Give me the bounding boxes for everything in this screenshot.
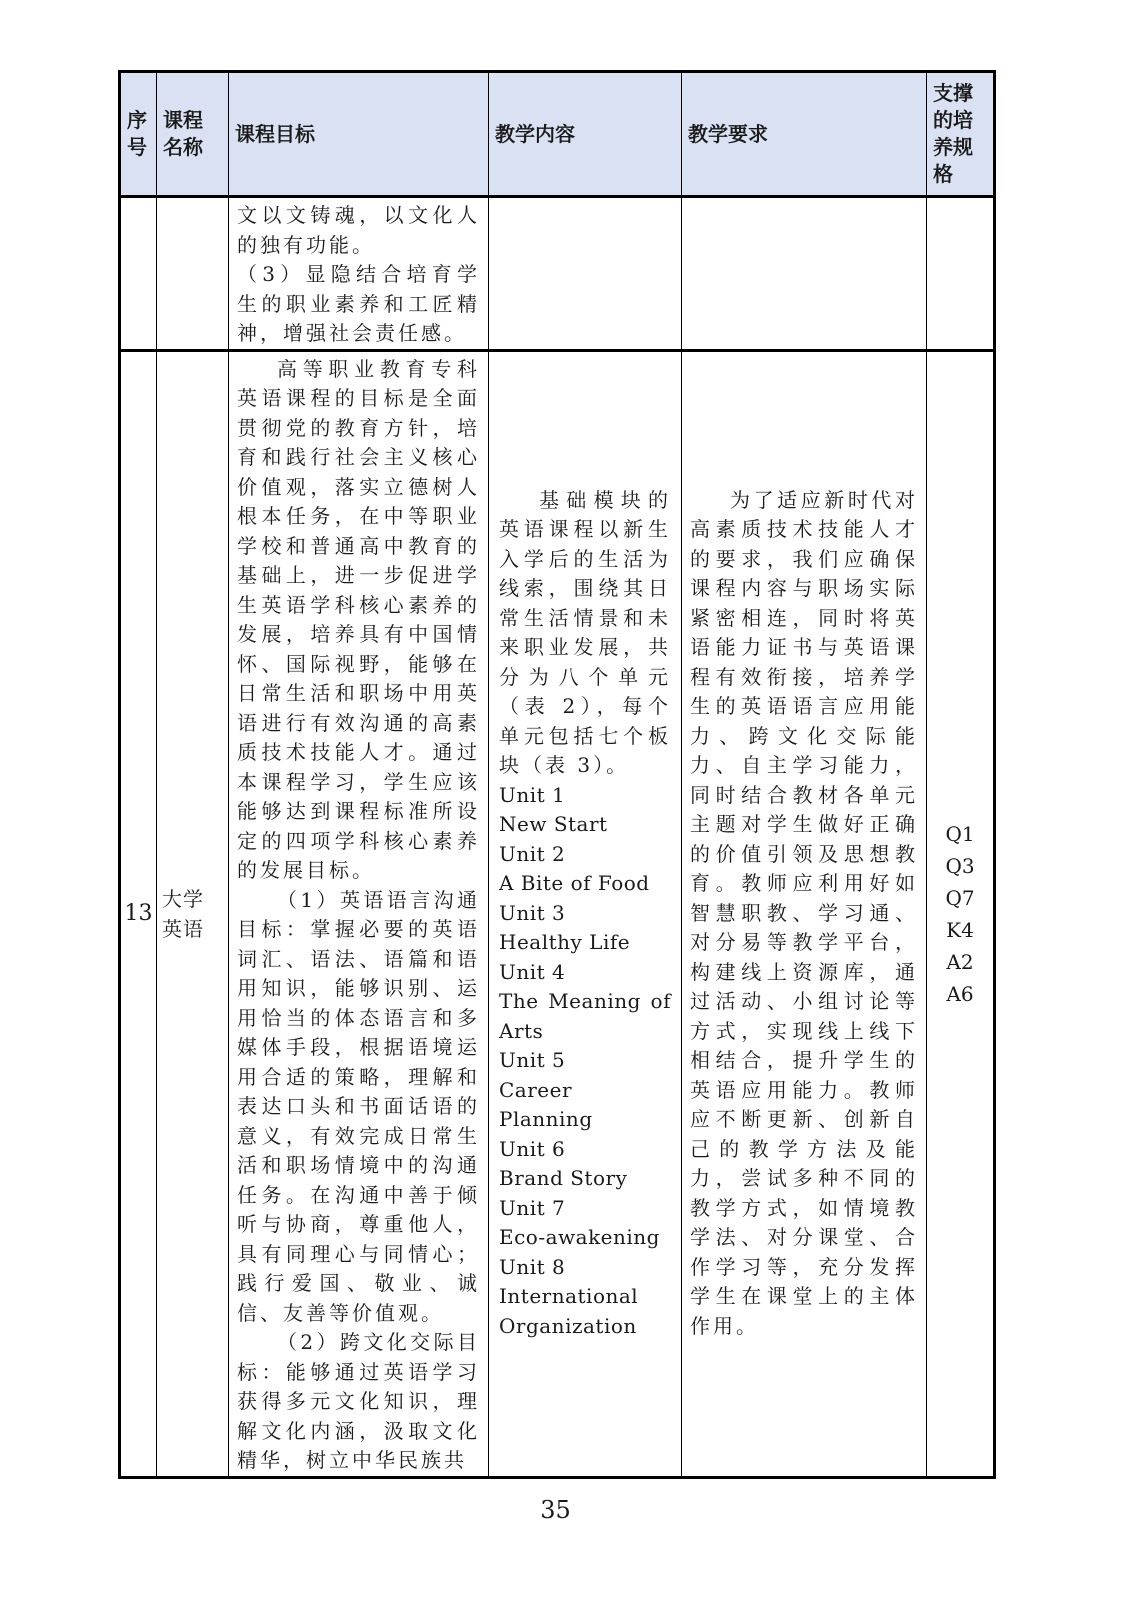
header-cell-content: 教学内容 <box>489 72 682 197</box>
unit-item: New Start <box>499 812 608 837</box>
unit-item: Unit 1 <box>499 782 566 807</box>
carryover-cell-course <box>157 197 229 351</box>
unit-item: Career Planning <box>499 1077 593 1132</box>
spec-item: Q1 <box>945 821 975 846</box>
objectives-paragraph: （3）显隐结合培育学生的职业素养和工匠精神，增强社会责任感。 <box>237 262 480 345</box>
unit-item: Brand Story <box>499 1166 628 1191</box>
table-header-row <box>120 72 995 197</box>
unit-item: Unit 6 <box>499 1136 566 1161</box>
unit-item: Unit 5 <box>499 1048 566 1073</box>
header-cell-objectives: 课程目标 <box>229 72 489 197</box>
spec-item: Q7 <box>945 885 975 910</box>
specs-list <box>927 818 993 1010</box>
header-cell-requirements: 教学要求 <box>682 72 927 197</box>
unit-item: Unit 4 <box>499 959 566 984</box>
unit-item: Unit 7 <box>499 1195 566 1220</box>
carryover-cell-no <box>120 197 157 351</box>
objectives-paragraph: （1）英语语言沟通目标：掌握必要的英语词汇、语法、语篇和语用知识，能够识别、运用恰当的体态语言和多媒体手段，根据语境运用合适的策略，理解和表达口头和书面话语的意义，有效完成日常生活和职场情境中的沟通任务。在沟通中善于倾听与协商，尊重他人，具有同理心与同情心；践行爱国、敬业、诚信、友善等价值观。 <box>237 887 480 1325</box>
curriculum-table <box>118 70 996 1479</box>
objectives-paragraph: （2）跨文化交际目标：能够通过英语学习获得多元文化知识，理解文化内涵，汲取文化精华，树立中华民族共 <box>237 1330 480 1472</box>
unit-item: A Bite of Food <box>499 871 650 896</box>
unit-item: International Organization <box>499 1284 639 1338</box>
carryover-cell-content <box>489 197 682 351</box>
objectives-paragraph: 高等职业教育专科英语课程的目标是全面贯彻党的教育方针，培育和践行社会主义核心价值观，落实立德树人根本任务，在中等职业学校和普通高中教育的基础上，进一步促进学生英语学科核心素养的发展，培养具有中国情怀、国际视野，能够在日常生活和职场中用英语进行有效沟通的高素质技术技能人才。通过本课程学习，学生应该能够达到课程标准所设定的四项学科核心素养的发展目标。 <box>237 356 480 882</box>
row13-cell-requirements <box>682 350 927 1477</box>
unit-item: Unit 3 <box>499 900 566 925</box>
row-13 <box>120 350 995 1477</box>
spec-item: K4 <box>946 917 974 942</box>
carryover-cell-requirements <box>682 197 927 351</box>
unit-item: Unit 8 <box>499 1254 566 1279</box>
unit-item: Healthy Life <box>499 930 631 955</box>
objectives-paragraph: 文以文铸魂，以文化人的独有功能。 <box>237 203 480 257</box>
unit-item: Unit 2 <box>499 841 566 866</box>
header-cell-specs: 支撑的培养规格 <box>927 72 995 197</box>
row13-cell-specs <box>927 350 995 1477</box>
page-number: 35 <box>540 1496 571 1524</box>
units-list <box>499 781 671 1342</box>
row13-cell-no: 13 <box>120 350 157 1477</box>
row13-cell-content <box>489 350 682 1477</box>
spec-item: A6 <box>946 981 974 1006</box>
row13-cell-course: 大学英语 <box>157 350 229 1477</box>
unit-item: Eco-awakening <box>499 1225 660 1250</box>
unit-item: The Meaning of Arts <box>499 989 671 1043</box>
row13-cell-objectives <box>229 350 489 1477</box>
header-cell-no: 序号 <box>120 72 157 197</box>
carryover-cell-specs <box>927 197 995 351</box>
requirements-paragraph: 为了适应新时代对高素质技术技能人才的要求，我们应确保课程内容与职场实际紧密相连，同时将英语能力证书与英语课程有效衔接，培养学生的英语语言应用能力、跨文化交际能力、自主学习能力，同时结合教材各单元主题对学生做好正确的价值引领及思想教育。教师应利用好如智慧职教、学习通、对分易等教学平台，构建线上资源库，通过活动、小组讨论等方式，实现线上线下相结合，提升学生的英语应用能力。教师应不断更新、创新自己的教学方法及能力，尝试多种不同的教学方式，如情境教学法、对分课堂、合作学习等，充分发挥学生在课堂上的主体作用。 <box>690 487 918 1338</box>
header-cell-course-name: 课程名称 <box>157 72 229 197</box>
spec-item: A2 <box>946 949 974 974</box>
carryover-cell-objectives <box>229 197 489 351</box>
content-intro-paragraph: 基础模块的英语课程以新生入学后的生活为线索，围绕其日常生活情景和未来职业发展，共分为八个单元（表 2），每个单元包括七个板块（表 3）。 <box>499 487 671 778</box>
carryover-row <box>120 197 995 351</box>
spec-item: Q3 <box>945 853 975 878</box>
